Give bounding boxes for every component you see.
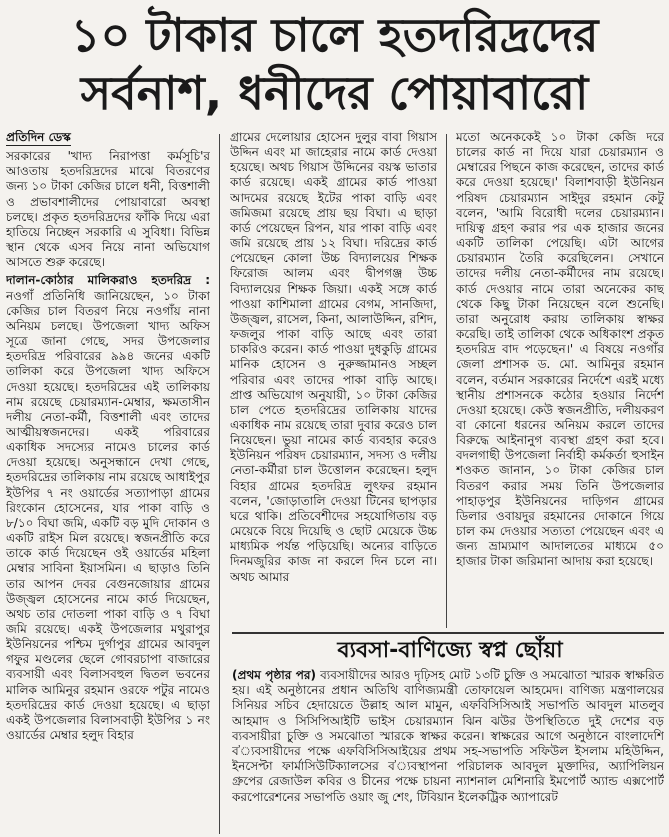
headline-line-1: ১০ টাকার চালে হতদরিদ্রদের [70, 8, 599, 62]
article-paragraph: গ্রামের দেলোয়ার হোসেন দুলুর বাবা গিয়াস উদ্দিন এবং মা জাহেরার নামে কার্ড দেওয়া হয়েছে। অথচ গিয়াস উদ্দিনের বয়স্ক ভাতার কার্ড রয়েছে। একই গ্রামের কার্ড পাওয়া আদমের রয়েছে ইটের পাকা বাড়ি এবং জমিজমা রয়েছে প্রায় ছয় বিঘা। এ ছাড়া কার্ড পেয়েছেন রিপন, যার পাকা বাড়ি এবং জমি রয়েছে প্রায় ১২ বিঘা। দরিদ্রের কার্ড পেয়েছেন কোলা উচ্চ বিদ্যালয়ের শিক্ষক ফিরোজ আলম এবং দ্বীপগঞ্জ উচ্চ বিদ্যালয়ের শিক্ষক জিয়া। একই সঙ্গে কার্ড পাওয়া কাশিমালা গ্রামের বেগম, সানজিদা, উজ্জ্বল, রাসেল, কিনা, আলাউদ্দিন, রশিদ, ফজলুর পাকা বাড়ি আছে এবং তারা চাকরিও করেন। কার্ড পাওয়া দুধকুড়ি গ্রামের মানিক হোসেন ও নুরুজ্জামানও সচ্ছল পরিবার এবং তাদের পাকা বাড়ি আছে। প্রাপ্ত অভিযোগ অনুযায়ী, ১০ টাকা কেজির চাল পেতে হতদরিদ্রের তালিকায় যাদের একাধিক নাম রয়েছে তারা দুবার করেও চাল নিয়েছেন। ভুয়া নামের কার্ড ব্যবহার করেও ইউনিয়ন পরিষদ চেয়ারম্যান, সদস্য ও দলীয় নেতা-কর্মীরা চাল উত্তোলন করেছেন। হলুদ বিহার গ্রামের হতদরিদ্র লুৎফর রহমান বলেন, 'জোড়াতালি দেওয়া টিনের ছাপড়ার ঘরে থাকি। প্রতিবেশীদের সহযোগিতায় বড় মেয়েকে বিয়ে দিয়েছি ও ছোট মেয়েকে উচ্চ মাধ্যমিক পর্যন্ত পড়িয়েছি। অন্যের বাড়িতে দিনমজুরির কাজ না করলে দিন চলে না। অথচ আমার [230, 130, 437, 584]
article-column-2 [230, 130, 437, 635]
article-paragraph: মতো অনেককেই ১০ টাকা কেজি দরে চালের কার্ড না দিয়ে যারা চেয়ারম্যান ও মেম্বারের পিছনে কাজ করেছেন, তাদের কার্ড করে দেওয়া হয়েছে।' বিলাশবাড়ী ইউনিয়ন পরিষদ চেয়ারম্যান সাইদুর রহমান কেটু বলেন, 'আমি বিরোধী দলের চেয়ারম্যান। দায়িত্ব গ্রহণ করার পর এক হাজার জনের একটি তালিকা পেয়েছি। এটা আগের চেয়ারম্যান তৈরি করেছিলেন। সেখানে তাদের দলীয় নেতা-কর্মীদের নাম রয়েছে। কার্ড দেওয়ার নামে তারা অনেকের কাছ থেকে কিছু টাকা নিয়েছেন বলে শুনেছি। তারা অনুরোধ করায় তালিকায় স্বাক্ষর করেছি। তাই তালিকা থেকে অধিকাংশ প্রকৃত হতদরিদ্র বাদ পড়েছেন।' এ বিষয়ে নওগাঁর জেলা প্রশাসক ড. মো. আমিনুর রহমান বলেন, বর্তমান সরকারের নির্দেশে এরই মধ্যে স্থানীয় প্রশাসনকে কঠোর হওয়ার নির্দেশ দেওয়া হয়েছে। কেউ স্বজনপ্রীতি, দলীয়করণ বা কোনো ধরনের অনিয়ম করলে তাদের বিরুদ্ধে আইনানুগ ব্যবস্থা গ্রহণ করা হবে। বদলগাছী উপজেলা নির্বাহী কর্মকর্তা হুসাইন শওকত জানান, ১০ টাকা কেজির চাল বিতরণ করার সময় তিনি উপজেলার পাহাড়পুর ইউনিয়নের দাড়িগন গ্রামের ডিলার ওবায়দুর রহমানের দোকানে গিয়ে চাল কম দেওয়ার সত্যতা পেয়েছেন এবং এ জন্য ভ্রাম্যমাণ আদালতের মাধ্যমে ৫০ হাজার টাকা জরিমানা আদায় করা হয়েছে। [456, 130, 664, 569]
headline [0, 0, 669, 130]
sub-story-title: ব্যবসা-বাণিজ্যে স্বপ্ন ছোঁয়া [337, 638, 563, 663]
article-paragraph: সরকারের 'খাদ্য নিরাপত্তা কর্মসূচি'র আওতায় হতদরিদ্রদের মাঝে বিতরণের জন্য ১০ টাকা কেজির চালে ধনী, বিত্তশালী ও প্রভাবশালীদের পোয়াবারো অবস্থা চলছে। প্রকৃত হতদরিদ্রদের ফাঁকি দিয়ে এরা হাতিয়ে নিচ্ছেন সরকারি এ সুবিধা। বিভিন্ন স্থান থেকে এসব নিয়ে নানা অভিযোগ আসতে শুরু করেছে। [6, 149, 210, 270]
column-divider-1 [219, 134, 220, 834]
article-column-3 [456, 130, 664, 635]
article-text: নওগাঁ প্রতিনিধি জানিয়েছেন, ১০ টাকা কেজির চাল বিতরণ নিয়ে নওগাঁয় নানা অনিয়ম চলছে। উপজেলা খাদ্য অফিস সূত্রে জানা গেছে, সদর উপজেলার হতদরিদ্র পরিবারের ৯৯৪ জনের একটি তালিকা করে উপজেলা খাদ্য অফিসে দেওয়া হয়েছে। হতদরিদ্রের এই তালিকায় নাম রয়েছে চেয়ারম্যান-মেম্বার, ক্ষমতাসীন দলীয় নেতা-কর্মী, বিত্তশালী এবং তাদের আত্মীয়স্বজনদের। একই পরিবারের একাধিক সদস্যের নামেও চালের কার্ড দেওয়া হয়েছে। অনুসন্ধানে দেখা গেছে, হতদরিদ্রের তালিকায় নাম রয়েছে আধাইপুর ইউপির ৭ নং ওয়ার্ডের সত্যাপাড়া গ্রামের রিংকোন হোসেনের, যার পাকা বাড়ি ও ৮/১০ বিঘা জমি, একটি বড় মুদি দোকান ও একটি রাইস মিল রয়েছে। স্বজনপ্রীতি করে তাকে কার্ড দিয়েছেন ওই ওয়ার্ডের মহিলা মেম্বার সাবিনা ইয়াসমিন। এ ছাড়াও তিনি তার আপন দেবর বেগুনজোয়ার গ্রামের উজ্জ্বল হোসেনের নামে কার্ড দিয়েছেন, অথচ তার দোতলা পাকা বাড়ি ও ৭ বিঘা জমি রয়েছে। একই উপজেলার মথুরাপুর ইউনিয়নের পশ্চিম দুর্গাপুর গ্রামের আবদুল গফুর মণ্ডলের ছেলে গোবরচাপা বাজারের ব্যবসায়ী এবং বিলাসবহুল দ্বিতল ভবনের মালিক আমিনুর রহমান ওরফে পটুর নামেও হতদরিদ্রের কার্ড দেওয়া হয়েছে। এ ছাড়া একই উপজেলার বিলাসবাড়ী ইউপির ১ নং ওয়ার্ডের মেম্বার হলুদ বিহার [6, 288, 210, 743]
sub-story-text: ব্যবসায়ীদের আরও দৃঢ়িসহ মোট ১৩টি চুক্তি ও সমঝোতা স্মারক স্বাক্ষরিত হয়। এই অনুষ্ঠানের প্রধান অতিথি বাণিজ্যমন্ত্রী তোফায়েল আহমেদ। বাণিজ্য মন্ত্রণালয়ের সিনিয়র সচিব হেদায়েতে উল্লাহ আল মামুন, এফবিসিসিআই সভাপতি আবদুল মাতলুব আহমাদ ও সিসিপিআইটি ভাইস চেয়ারম্যান ঝিন ঝউর উপস্থিতিতে দুই দেশের বড় ব্যবসায়ীরা চুক্তি ও সমঝোতা স্মারকে স্বাক্ষর করেন। স্বাক্ষরের আগে অনুষ্ঠানে বাংলাদেশি ব'্যবসায়ীদের পক্ষে এফবিসিসিআইয়ের প্রথম সহ-সভাপতি সফিউল ইসলাম মহিউদ্দিন, ইনসেপ্টা ফার্মাসিউটিক্যালসের ব'্যবস্থাপনা পরিচালক আবদুল মুক্তাদির, অ্যাপিলিয়ন গ্রুপের রেজাউল কবির ও চীনের পক্ষে চায়না ন্যাশনাল মেশিনারি ইমপোর্ট অ্যান্ড এক্সপোর্ট করপোরেশনের সভাপতি ওয়াং জু শেং, টিবিয়ান ইলেকট্রিক অ্যাপারেট [232, 668, 664, 804]
headline-line-2: সর্বনাশ, ধনীদের পোয়াবারো [80, 66, 589, 120]
subhead: দালান-কোঠার মালিকরাও হতদরিদ্র : [6, 273, 210, 288]
sub-story-rule [232, 632, 664, 634]
article-paragraph [6, 273, 210, 743]
byline: প্রতিদিন ডেস্ক [6, 130, 71, 146]
article-column-1 [6, 130, 210, 837]
continuation-tag: (প্রথম পৃষ্ঠার পর) [232, 668, 317, 682]
sub-story-body [232, 668, 664, 837]
column-divider-2 [446, 134, 447, 628]
